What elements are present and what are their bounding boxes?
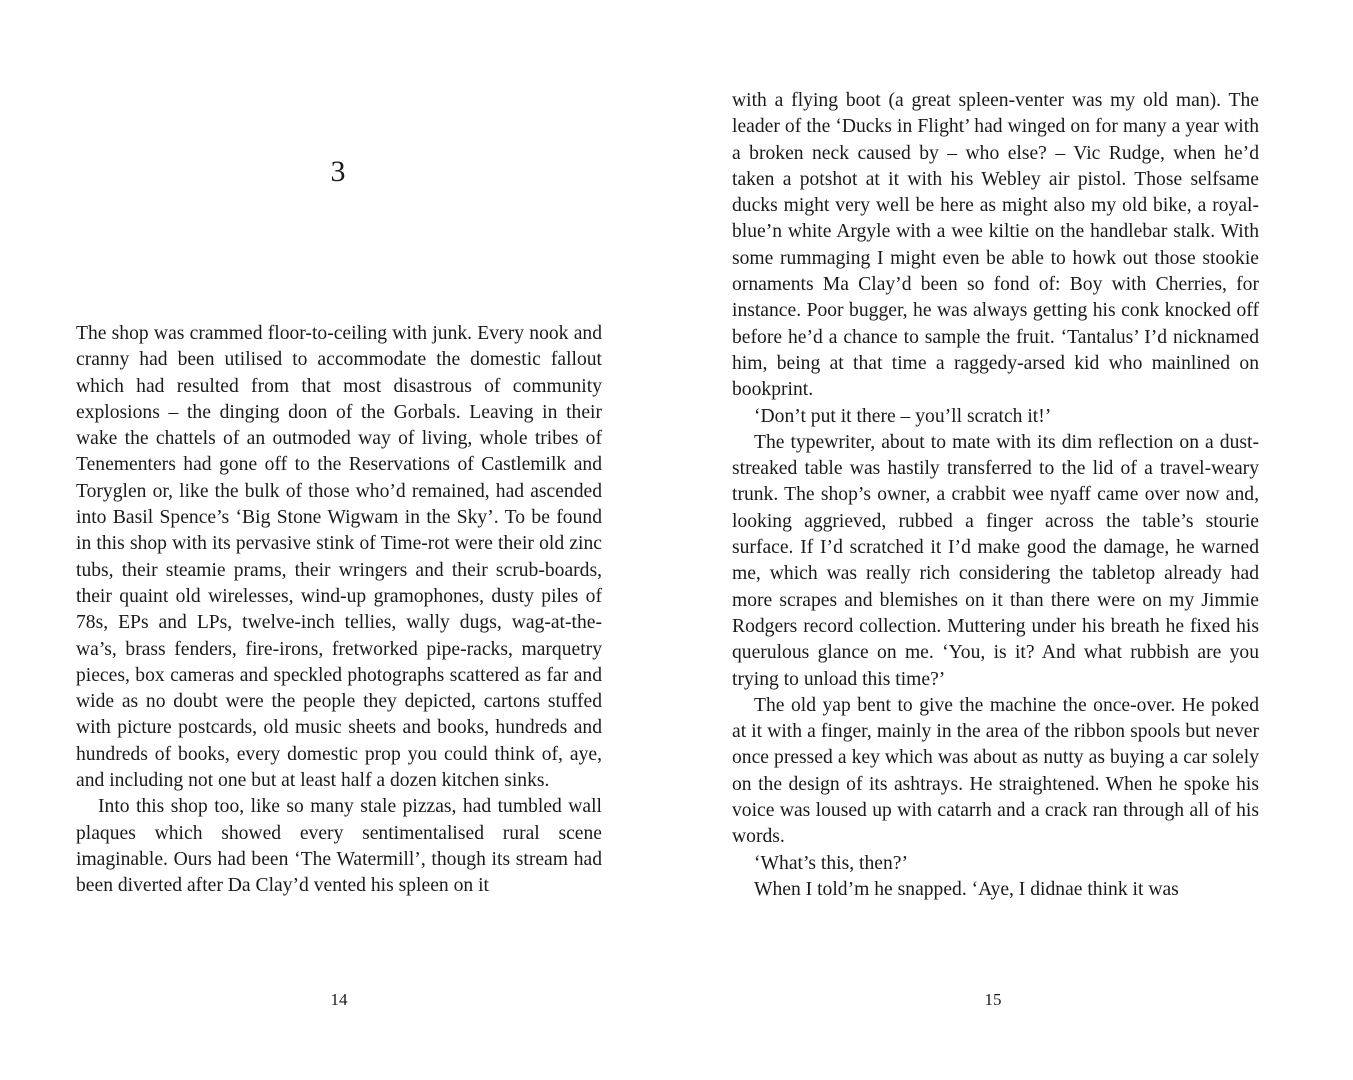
paragraph: The shop was crammed floor-to-ceiling with junk. Every nook and cranny had been utilised to accommodate the domestic fallout which had resulted from that most disastrous of community explosions – the dinging doon of the Gorbals. Leaving in their wake the chattels of an outmoded way of living, whole tribes of Tenementers had gone off to the Reservations of Castlemilk and Toryglen or, like the bulk of those who’d remained, had ascended into Basil Spence’s ‘Big Stone Wigwam in the Sky’. To be found in this shop with its pervasive stink of Time-rot were their old zinc tubs, their steamie prams, their wringers and their scrub-boards, their quaint old wirelesses, wind-up gramophones, dusty piles of 78s, EPs and LPs, twelve-inch tellies, wally dugs, wag-at-the-wa’s, brass fenders, fire-irons, fretworked pipe-racks, marquetry pieces, box cameras and speckled photographs scattered as far and wide as no doubt were the people they depicted, cartons stuffed with picture postcards, old music sheets and books, hundreds and hundreds of books, every domestic prop you could think of, aye, and including not one but at least half a dozen kitchen sinks. — [76, 323, 602, 792]
page-number: 15 — [984, 990, 1002, 1009]
left-page-body — [76, 321, 602, 900]
paragraph: ‘Don’t put it there – you’ll scratch it!’ — [754, 405, 1052, 427]
paragraph: with a flying boot (a great spleen-venter was my old man). The leader of the ‘Ducks in Flight’ had winged on for many a year with a broken neck caused by – who else? – Vic Rudge, when he’d taken a potshot at it with his Webley air pistol. Those selfsame ducks might very well be here as might also my old bike, a royal-blue’n white Argyle with a wee kiltie on the handlebar stalk. With some rummaging I might even be able to howk out those stookie ornaments Ma Clay’d been so fond of: Boy with Cherries, for instance. Poor bugger, he was always getting his conk knocked off before he’d a chance to sample the fruit. ‘Tantalus’ I’d nicknamed him, being at that time a raggedy-arsed kid who mainlined on bookprint. — [732, 90, 1259, 401]
paragraph: When I told’m he snapped. ‘Aye, I didnae think it was — [754, 878, 1179, 900]
chapter-number: 3 — [330, 155, 346, 188]
page-number: 14 — [330, 990, 348, 1009]
paragraph: The old yap bent to give the machine the once-over. He poked at it with a finger, mainly in the area of the ribbon spools but never once pressed a key which was about as nutty as buying a car solely on the design of its ashtrays. He straightened. When he spoke his voice was loused up with catarrh and a crack ran through all of his words. — [732, 694, 1259, 848]
right-page-body — [732, 88, 1259, 903]
right-page — [676, 0, 1353, 1080]
paragraph: ‘What’s this, then?’ — [754, 852, 908, 874]
paragraph: The typewriter, about to mate with its dim reflection on a dust-streaked table was hastily transferred to the lid of a travel-weary trunk. The shop’s owner, a crabbit wee nyaff came over now and, looking aggrieved, rubbed a finger across the table’s stourie surface. If I’d scratched it I’d make good the damage, he warned me, which was really rich considering the tabletop already had more scrapes and blemishes on it than there were on my Jimmie Rodgers record collection. Muttering under his breath he fixed his querulous glance on me. ‘You, is it? And what rubbish are you trying to unload this time?’ — [732, 431, 1259, 690]
left-page — [0, 0, 676, 1080]
paragraph: Into this shop too, like so many stale pizzas, had tumbled wall plaques which showed every sentimentalised rural scene imaginable. Ours had been ‘The Watermill’, though its stream had been diverted after Da Clay’d vented his spleen on it — [76, 796, 602, 897]
